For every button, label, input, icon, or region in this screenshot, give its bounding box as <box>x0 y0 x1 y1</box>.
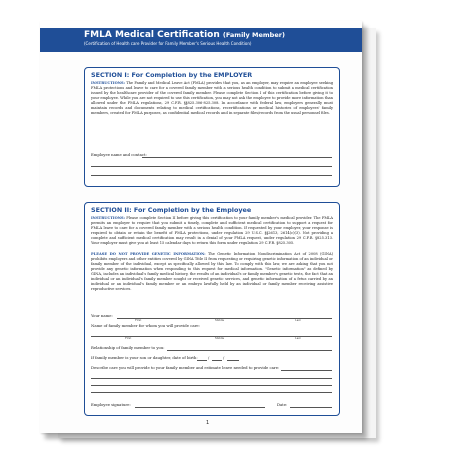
form-page <box>40 21 362 433</box>
section-employee-title: SECTION II: For Completion by the Employee <box>91 206 252 214</box>
section-employer <box>84 67 340 187</box>
form-title-suffix: (Family Member) <box>222 31 285 39</box>
form-subtitle: (Certification of Health care Provider for Family Member's Serious Health Condition) <box>84 41 252 46</box>
form-title: FMLA Medical Certification (Family Member) <box>84 30 285 40</box>
section-employee <box>84 202 340 416</box>
employee-contact-label: Employee name and contact: <box>91 152 147 157</box>
section-employee-instructions: INSTRUCTIONS: Please complete Section II before giving this certification to your family member's medical provider. The FMLA permits an employer to require that you submit a timely, complete and sufficient medical certification to support a request for FMLA leave to care for a covered family member with a serious health condition. If requested by your employer, your response is required to obtain or retain the benefit of FMLA protections, under regulation 29 U.S.C. §§2613, 2614(c)(3). Not providing a complete and sufficient medical certification may result in a denial of your FMLA request, under regulation 29 C.F.R. §825.313. Your employer must give you at least 15 calendar days to return this form under regulation 29 C.F.R. §825.305. <box>91 216 333 245</box>
dob-separator-2: / <box>223 355 225 360</box>
form-header <box>40 28 362 52</box>
employee-signature-field[interactable] <box>135 407 265 408</box>
family-member-name-label: Name of family member for whom you will provide care: <box>91 323 200 328</box>
describe-care-field[interactable] <box>281 370 332 371</box>
your-name-middle-caption: Middle <box>215 319 225 322</box>
section-employer-instructions: INSTRUCTIONS: The Family and Medical Leave Act (FMLA) provides that you, as an employer, may require an employee seeking FMLA protections and leave to care for a covered family member with a serious health condition to submit a medical certification issued by the healthcare provider of the covered family member. Please complete Section I of this certification before giving it to your employee. While you are not required to use this certification, you may not ask the employee to provide more information than allowed under the FMLA regulations, 29 C.F.R. §§825.306-825.308. In accordance with federal law, employers generally must maintain records and documents relating to medical certifications, recertifications or medical histories of employees' family members, created for FMLA purposes, as confidential medical records and in separate files/records from the usual personnel files. <box>91 81 333 115</box>
describe-care-label: Describe care you will provide to your family member and estimate leave needed to provide care: <box>91 365 280 370</box>
describe-care-line-2[interactable] <box>91 378 332 379</box>
employee-signature-label: Employee signature: <box>91 402 131 407</box>
dob-label: If family member is your son or daughter, date of birth: <box>91 355 198 360</box>
section-employer-title: SECTION I: For Completion by the EMPLOYER <box>91 71 253 79</box>
family-name-middle-caption: Middle <box>215 337 225 340</box>
relationship-field[interactable] <box>167 350 332 351</box>
employee-contact-field-line-3[interactable] <box>91 175 332 176</box>
describe-care-line-3[interactable] <box>91 385 332 386</box>
date-label: Date: <box>277 402 288 407</box>
employee-contact-field[interactable] <box>142 157 332 158</box>
genetic-information-notice: PLEASE DO NOT PROVIDE GENETIC INFORMATION: The Genetic Information Nondiscrimination Act of 2008 (GINA) prohibits employers and other entities covered by GINA Title II from requesting or requiring genetic information of an individual or family member of the individual, except as specifically allowed by this law. To comply with this law, we are asking that you not provide any genetic information when responding to this request for medical information. "Genetic information" as defined by GINA, includes an individual's family medical history, the results of an individual's or family member's genetic tests, the fact that an individual or an individual's family member sought or received genetic services, and genetic information of a fetus carried by an individual or an individual's family member or an embryo lawfully held by an individual or family member receiving assistive reproductive services. <box>91 252 333 291</box>
your-name-label: Your name: <box>91 313 113 318</box>
dob-day-field[interactable] <box>212 360 222 361</box>
relationship-label: Relationship of family member to you: <box>91 345 165 350</box>
date-field[interactable] <box>290 407 332 408</box>
employee-contact-field-line-2[interactable] <box>91 166 332 167</box>
dob-month-field[interactable] <box>197 360 207 361</box>
family-name-last-caption: Last <box>295 337 301 340</box>
dob-separator-1: / <box>208 355 210 360</box>
family-name-first-caption: First <box>125 337 132 340</box>
describe-care-line-4[interactable] <box>91 392 332 393</box>
page-number: 1 <box>206 420 210 426</box>
your-name-last-caption: Last <box>295 319 301 322</box>
your-name-first-caption: First <box>135 319 142 322</box>
dob-year-field[interactable] <box>227 360 239 361</box>
